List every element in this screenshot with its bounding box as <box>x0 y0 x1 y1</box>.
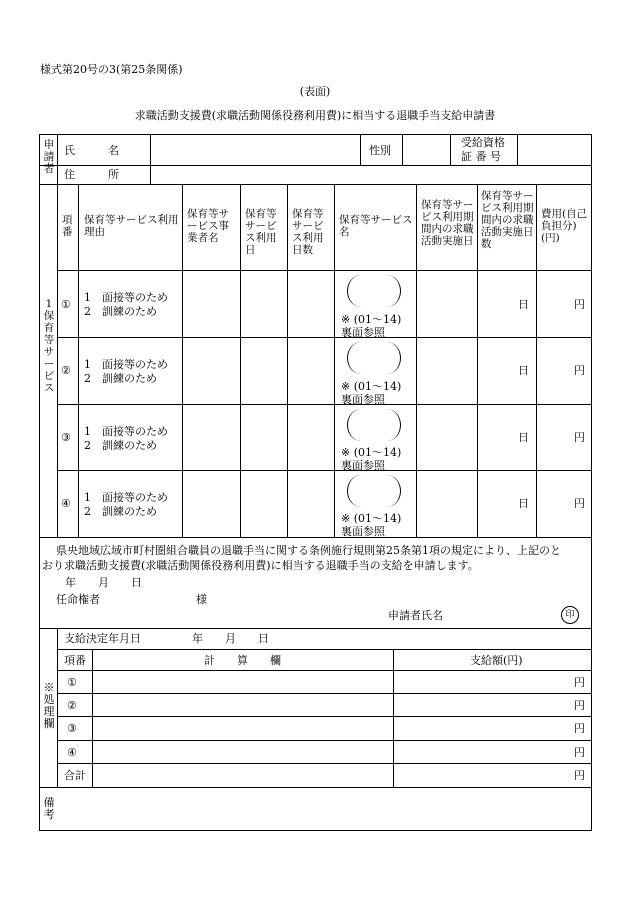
yen-unit: 円 <box>574 497 585 510</box>
header-service-name: 保育等サービス名 <box>339 214 413 238</box>
days-unit: 日 <box>518 497 529 510</box>
decision-date: 年 月 日 <box>192 632 269 645</box>
row-no: ② <box>61 364 71 377</box>
reason-training: 2 訓練のため <box>84 439 157 452</box>
name-label: 氏 名 <box>64 144 119 157</box>
header-no: 項番 <box>62 214 73 238</box>
total-unit: 円 <box>574 769 585 782</box>
header-cost: 費用(自己負担分)(円) <box>541 208 588 244</box>
processing-header-calc: 計 算 欄 <box>204 654 281 667</box>
service-code-range: ※ (01〜14) <box>341 446 402 459</box>
honorific: 様 <box>196 593 207 606</box>
declaration-line-2: おり求職活動支援費(求職活動関係役務利用費)に相当する退職手当の支給を申請します。 <box>42 559 479 572</box>
gender-label: 性別 <box>369 144 391 157</box>
processing-row-no: ② <box>67 699 77 712</box>
back-reference: 裏面参照 <box>341 525 385 538</box>
processing-header-no: 項番 <box>64 654 86 667</box>
row-no: ① <box>61 298 71 311</box>
processing-row-no: ③ <box>67 722 77 735</box>
header-provider: 保育等サービス事業者名 <box>187 208 229 244</box>
applicant-name-label: 申請者氏名 <box>388 609 443 622</box>
authority-label: 任命権者 <box>56 593 100 606</box>
days-unit: 日 <box>518 364 529 377</box>
service-code-parens <box>347 409 401 441</box>
header-activity-date: 保育等サービス利用期間内の求職活動実施日 <box>421 199 474 247</box>
processing-row-unit: 円 <box>574 722 585 735</box>
total-label: 合計 <box>64 769 86 782</box>
service-section-label: 1保育等サービス <box>43 298 55 394</box>
processing-row-unit: 円 <box>574 676 585 689</box>
decision-date-label: 支給決定年月日 <box>64 632 141 645</box>
reason-interview: 1 面接等のため <box>84 291 168 304</box>
remarks-label: 備考 <box>43 796 55 821</box>
row-no: ③ <box>61 431 71 444</box>
service-code-parens <box>347 475 401 507</box>
reason-training: 2 訓練のため <box>84 505 157 518</box>
cert-label-1: 受給資格 <box>461 136 505 149</box>
service-code-range: ※ (01〜14) <box>341 313 402 326</box>
address-label: 住 所 <box>64 168 119 181</box>
days-unit: 日 <box>518 431 529 444</box>
processing-section-label: ※処理欄 <box>43 681 55 730</box>
applicant-section-label: 申請者 <box>43 138 55 175</box>
service-code-parens <box>347 275 401 307</box>
reason-training: 2 訓練のため <box>84 372 157 385</box>
cert-label-2: 証 番 号 <box>461 150 501 163</box>
processing-row-no: ④ <box>67 746 77 759</box>
side-label: (表面) <box>299 85 331 98</box>
yen-unit: 円 <box>574 298 585 311</box>
processing-row-unit: 円 <box>574 746 585 759</box>
row-no: ④ <box>61 497 71 510</box>
yen-unit: 円 <box>574 431 585 444</box>
form-number: 様式第20号の3(第25条関係) <box>40 63 183 76</box>
processing-row-unit: 円 <box>574 699 585 712</box>
reason-training: 2 訓練のため <box>84 305 157 318</box>
reason-interview: 1 面接等のため <box>84 358 168 371</box>
page-title: 求職活動支援費(求職活動関係役務利用費)に相当する退職手当支給申請書 <box>134 109 496 122</box>
service-code-parens <box>347 342 401 374</box>
reason-interview: 1 面接等のため <box>84 491 168 504</box>
seal-mark: 印 <box>561 606 579 624</box>
declaration-line-1: 県央地域広域市町村圏組合職員の退職手当に関する条例施行規則第25条第1項の規定により、上記のと <box>56 544 561 557</box>
declaration-date: 年 月 日 <box>65 576 142 589</box>
processing-row-no: ① <box>67 676 77 689</box>
header-use-days: 保育等サービス利用日数 <box>292 208 324 256</box>
days-unit: 日 <box>518 298 529 311</box>
processing-header-amount: 支給額(円) <box>470 654 523 667</box>
back-reference: 裏面参照 <box>341 393 385 406</box>
service-code-range: ※ (01〜14) <box>341 512 402 525</box>
header-use-date: 保育等サービス利用日 <box>245 208 277 256</box>
yen-unit: 円 <box>574 364 585 377</box>
header-activity-days: 保育等サービス利用期間内の求職活動実施日数 <box>481 190 534 250</box>
header-reason: 保育等サービス利用理由 <box>84 214 179 238</box>
back-reference: 裏面参照 <box>341 459 385 472</box>
back-reference: 裏面参照 <box>341 326 385 339</box>
reason-interview: 1 面接等のため <box>84 425 168 438</box>
service-code-range: ※ (01〜14) <box>341 380 402 393</box>
